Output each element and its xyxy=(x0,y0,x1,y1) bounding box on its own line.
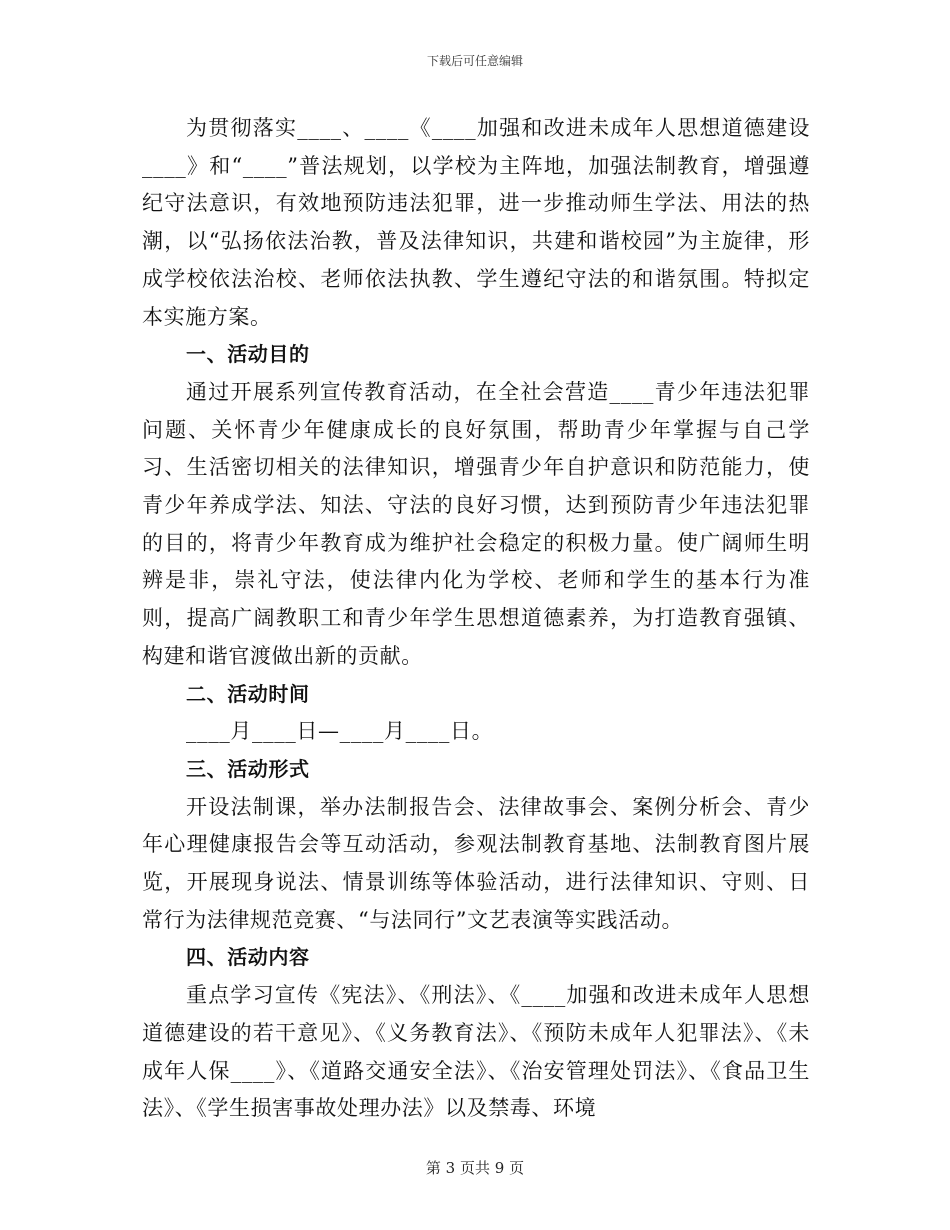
section-heading-content: 四、活动内容 xyxy=(186,945,310,970)
section-heading-form: 三、活动形式 xyxy=(186,756,310,781)
section-heading-time: 二、活动时间 xyxy=(186,681,310,706)
intro-paragraph: 为贯彻落实____、____《____加强和改进未成年人思想道德建设____》和“____”普法规划，以学校为主阵地，加强法制教育，增强遵纪守法意识，有效地预防违法犯罪，进一步推动师生学法、用法的热潮，以“弘扬依法治教，普及法律知识，共建和谐校园”为主旋律，形成学校依法治校、老师依法执教、学生遵纪守法的和谐氛围。特拟定本实施方案。 xyxy=(142,116,810,329)
section-heading-purpose: 一、活动目的 xyxy=(186,342,310,367)
document-body xyxy=(142,110,810,1128)
content-paragraph: 重点学习宣传《宪法》、《刑法》、《____加强和改进未成年人思想道德建设的若干意见》、《义务教育法》、《预防未成年人犯罪法》、《未成年人保____》、《道路交通安全法》、《治安管理处罚法》、《食品卫生法》、《学生损害事故处理办法》以及禁毒、环境 xyxy=(142,983,810,1121)
purpose-paragraph: 通过开展系列宣传教育活动，在全社会营造____青少年违法犯罪问题、关怀青少年健康成长的良好氛围，帮助青少年掌握与自己学习、生活密切相关的法律知识，增强青少年自护意识和防范能力，使青少年养成学法、知法、守法的良好习惯，达到预防青少年违法犯罪的目的，将青少年教育成为维护社会稳定的积极力量。使广阔师生明辨是非，崇礼守法，使法律内化为学校、老师和学生的基本行为准则，提高广阔教职工和青少年学生思想道德素养，为打造教育强镇、构建和谐官渡做出新的贡献。 xyxy=(142,379,810,668)
page-footer: 第 3 页共 9 页 xyxy=(425,1159,525,1177)
form-paragraph: 开设法制课，举办法制报告会、法律故事会、案例分析会、青少年心理健康报告会等互动活动，参观法制教育基地、法制教育图片展览，开展现身说法、情景训练等体验活动，进行法律知识、守则、日常行为法律规范竞赛、“与法同行”文艺表演等实践活动。 xyxy=(142,794,810,932)
time-paragraph: ____月____日—____月____日。 xyxy=(186,719,494,744)
page-header: 下载后可任意编辑 xyxy=(426,54,523,68)
